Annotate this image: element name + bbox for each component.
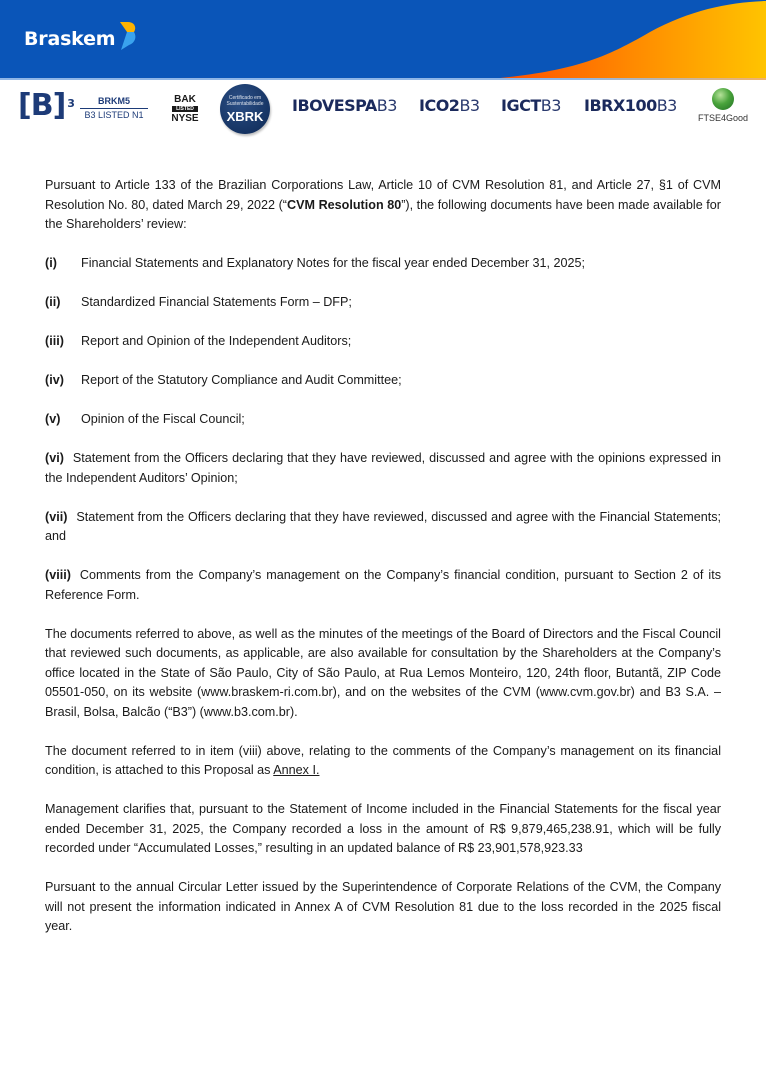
item-text: Report and Opinion of the Independent Auditors; (81, 334, 352, 348)
brkm-listing-level: B3 LISTED N1 (84, 110, 144, 120)
b3-logo-text: [B] (18, 88, 66, 123)
header-banner (0, 0, 766, 78)
intro-text: Pursuant to Article 133 of the Brazilian Corporations Law, Article 10 of CVM Resolution 81, and Article 27, §1 of CVM Resolution No. 80, dated March 29, 2022 (“ (45, 178, 721, 212)
brkm-ticker: BRKM5 (80, 96, 148, 109)
ftse4good-label: FTSE4Good (697, 113, 749, 123)
annex-text: The document referred to in item (viii) above, relating to the comments of the Company’s management on its financial condition, is attached to this Proposal as (45, 743, 721, 777)
list-item (45, 410, 721, 430)
index-suffix: B3 (376, 96, 397, 115)
index-name: IBRX100 (584, 96, 657, 115)
item-number: (v) (45, 412, 61, 426)
annex-paragraph (45, 742, 721, 781)
nyse-listed-label: LISTED (172, 106, 198, 112)
item-number: (iii) (45, 334, 64, 348)
listing-logos-row (0, 82, 766, 134)
braskem-mark-icon (117, 21, 139, 51)
list-item (45, 449, 721, 488)
item-text: Financial Statements and Explanatory Notes for the fiscal year ended December 31, 2025; (81, 256, 586, 270)
item-text: Statement from the Officers declaring that they have reviewed, discussed and agree with the opinions expressed in the Independent Auditors’ Opinion; (45, 451, 721, 485)
nyse-listing-logo (170, 94, 200, 124)
index-name: IBOVESPA (292, 96, 377, 115)
b3-logo-superscript: 3 (67, 97, 74, 110)
intro-text-end: ”), the following documents have been made available for the Shareholders’ review: (45, 197, 721, 231)
igct-logo (501, 96, 561, 116)
item-text: Standardized Financial Statements Form – DFP; (81, 295, 352, 309)
availability-paragraph: The documents referred to above, as well as the minutes of the meetings of the Board of Directors and the Fiscal Council that reviewed such documents, as applicable, are also available for consultation by the Shareholders at the Company’s office located in the State of São Paulo, City of São Paulo, at Rua Lemos Monteiro, 120, 24th floor, Butantã, ZIP Code 05501-050, on its website (www.braskem-ri.com.br), and on the websites of the CVM (www.cvm.gov.br) and B3 S.A. – Brasil, Bolsa, Balcão (“B3”) (www.b3.com.br). (45, 626, 721, 719)
b3-logo (18, 90, 74, 122)
list-item (45, 254, 721, 274)
intro-paragraph (45, 176, 721, 235)
document-body (45, 176, 721, 956)
item-number: (vi) (45, 451, 64, 465)
item-number: (vii) (45, 509, 68, 524)
header-divider (0, 78, 766, 80)
item-number: (ii) (45, 295, 61, 309)
braskem-logo (24, 27, 139, 51)
brkm5-listing-logo (80, 96, 148, 121)
circular-letter-paragraph: Pursuant to the annual Circular Letter issued by the Superintendence of Corporate Relations of the CVM, the Company will not present the information indicated in Annex A of CVM Resolution 81 due to the loss recorded in the 2025 fiscal year. (45, 880, 721, 933)
intro-defined-term: CVM Resolution 80 (287, 197, 402, 212)
brand-name: Braskem (24, 28, 116, 50)
index-suffix: B3 (540, 96, 561, 115)
list-item (45, 332, 721, 352)
ftse4good-logo (690, 88, 756, 123)
globe-icon (712, 88, 734, 110)
item-text: Comments from the Company’s management on the Company’s financial condition, pursuant to Section 2 of its Reference Form. (45, 568, 721, 602)
ibovespa-logo (292, 96, 397, 116)
index-suffix: B3 (656, 96, 677, 115)
xbrk-caption: Certificado em Sustentabilidade (226, 95, 264, 107)
annex-i-link[interactable]: Annex I. (273, 763, 320, 777)
list-item (45, 508, 721, 547)
item-text: Report of the Statutory Compliance and Audit Committee; (81, 373, 402, 387)
list-item (45, 566, 721, 605)
item-text: Statement from the Officers declaring that they have reviewed, discussed and agree with the Financial Statements; and (45, 509, 721, 543)
ico2-logo (419, 96, 480, 116)
item-text: Opinion of the Fiscal Council; (81, 412, 245, 426)
loss-paragraph: Management clarifies that, pursuant to the Statement of Income included in the Financial Statements for the fiscal year ended December 31, 2025, the Company recorded a loss in the amount of R$ 9,879,465,238.91, which will be fully recorded under “Accumulated Losses,” resulting in an updated balance of R$ 23,901,578,923.33 (45, 802, 721, 855)
item-number: (viii) (45, 568, 71, 582)
item-number: (iv) (45, 373, 64, 387)
index-name: ICO2 (419, 96, 460, 115)
xbrk-badge (220, 84, 270, 134)
index-name: IGCT (501, 96, 541, 115)
list-item (45, 293, 721, 313)
ibrx100-logo (584, 96, 677, 116)
item-number: (i) (45, 256, 57, 270)
index-suffix: B3 (459, 96, 480, 115)
nyse-exchange: NYSE (171, 113, 199, 124)
xbrk-label: XBRK (226, 109, 264, 124)
nyse-ticker: BAK (174, 94, 196, 105)
list-item (45, 371, 721, 391)
